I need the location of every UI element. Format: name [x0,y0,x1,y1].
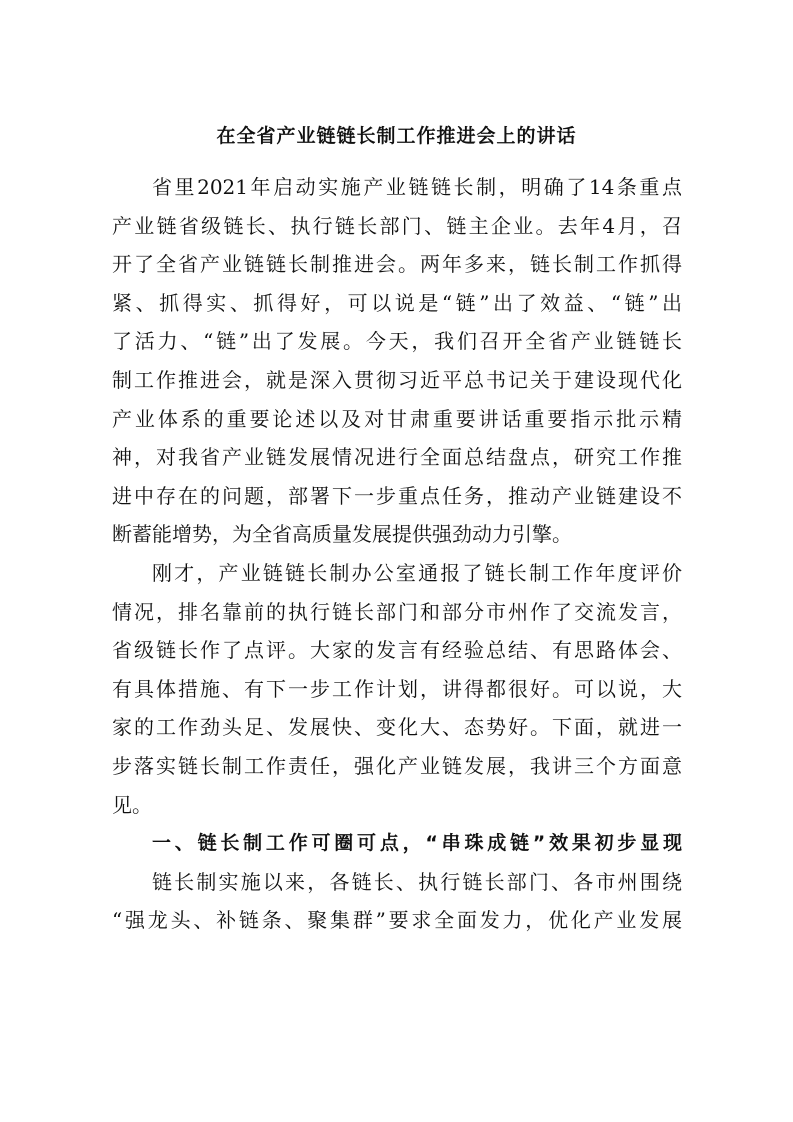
paragraph-line: 家的工作劲头足、发展快、变化大、态势好。下面，就进一 [112,715,682,740]
paragraph-line: 断蓄能增势，为全省高质量发展提供强劲动力引擎。 [112,522,572,547]
paragraph-line: 情况，排名靠前的执行链长部门和部分市州作了交流发言， [112,599,682,624]
paragraph-line: 省级链长作了点评。大家的发言有经验总结、有思路体会、 [112,638,682,663]
paragraph-line: 有具体措施、有下一步工作计划，讲得都很好。可以说，大 [112,676,682,701]
paragraph-line: 刚才，产业链链长制办公室通报了链长制工作年度评价 [152,560,682,585]
paragraph-line: 制工作推进会，就是深入贯彻习近平总书记关于建设现代化 [112,367,682,392]
document-body [112,168,682,940]
paragraph-line: 见。 [112,792,152,817]
document-title: 在全省产业链链长制工作推进会上的讲话 [216,125,577,147]
paragraph-line: 神，对我省产业链发展情况进行全面总结盘点，研究工作推 [112,445,682,470]
paragraph-line: 紧、抓得实、抓得好，可以说是“链”出了效益、“链”出 [112,290,682,315]
paragraph-line: 产业链省级链长、执行链长部门、链主企业。去年4月，召 [112,213,682,238]
paragraph-line: 产业体系的重要论述以及对甘肃重要讲话重要指示批示精 [112,406,682,431]
paragraph-line: 链长制实施以来，各链长、执行链长部门、各市州围绕 [152,869,682,894]
paragraph-line: 步落实链长制工作责任，强化产业链发展，我讲三个方面意 [112,753,682,778]
paragraph-line: 开了全省产业链链长制推进会。两年多来，链长制工作抓得 [112,252,682,277]
paragraph-line: “强龙头、补链条、聚集群”要求全面发力，优化产业发展 [112,908,682,933]
paragraph-line: 了活力、“链”出了发展。今天，我们召开全省产业链链长 [112,329,682,354]
paragraph-line: 省里2021年启动实施产业链链长制，明确了14条重点 [152,175,682,199]
paragraph-line: 进中存在的问题，部署下一步重点任务，推动产业链建设不 [112,483,682,508]
section-heading: 一、链长制工作可圈可点，“串珠成链”效果初步显现 [152,832,682,855]
